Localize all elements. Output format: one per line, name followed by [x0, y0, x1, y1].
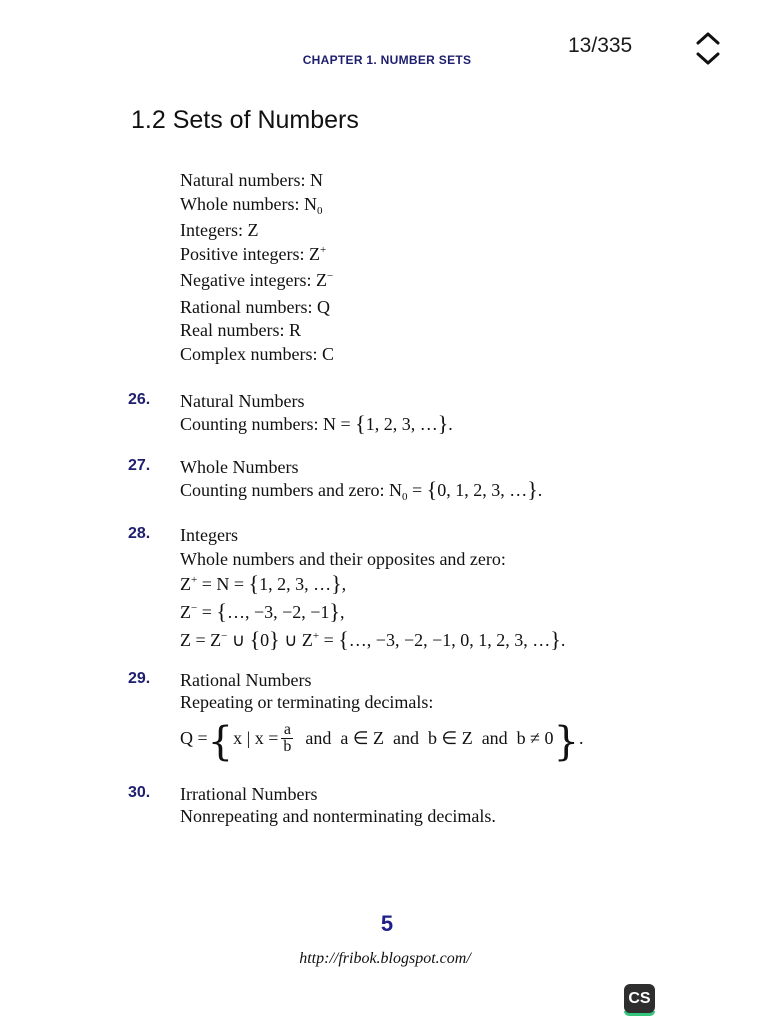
item-rational-numbers [180, 669, 584, 763]
equation-negative-integers: Z− = {…, −3, −2, −1}, [180, 599, 345, 624]
notation-item: Rational numbers: Q [180, 296, 330, 317]
item-title: Irrational Numbers [180, 784, 318, 804]
page-counter: 13/335 [568, 34, 633, 57]
notation-item: Real numbers: R [180, 320, 301, 340]
item-number: 26. [128, 391, 151, 408]
item-number: 29. [128, 670, 151, 687]
equation-positive-integers: Z+ = N = {1, 2, 3, …}, [180, 571, 347, 596]
notation-item: Complex numbers: C [180, 343, 334, 364]
camscanner-badge[interactable]: CS [624, 984, 655, 1013]
page-number: 5 [380, 911, 394, 936]
section-title: 1.2 Sets of Numbers [131, 106, 359, 134]
equation-integers: Z = Z− ∪ {0} ∪ Z+ = {…, −3, −2, −1, 0, 1, 2, 3, …}. [180, 627, 566, 652]
fraction: $\frac{a}{b}$ [283, 720, 292, 755]
notation-item: Natural numbers: N [180, 170, 323, 190]
equation-rational: Q = { x | x = $\frac{a}{b}$ and a ∈ Z and b ∈ Z and b ≠ 0 } . [180, 719, 584, 765]
item-number: 30. [128, 784, 151, 801]
item-integers [180, 523, 565, 655]
footer-url[interactable]: http://fribok.blogspot.com/ [299, 950, 471, 967]
item-irrational-numbers [180, 783, 496, 827]
item-number: 27. [128, 457, 151, 474]
item-desc: Repeating or terminating decimals: [180, 692, 434, 712]
item-title: Natural Numbers [180, 391, 305, 411]
item-line: Counting numbers and zero: $N_0 = \{0$, 1, 2, 3, …}. [180, 477, 543, 503]
notation-item: Whole numbers: $N_0$ [180, 193, 323, 217]
item-desc: Nonrepeating and nonterminating decimals. [180, 806, 496, 826]
chevron-up-icon[interactable] [698, 34, 718, 43]
item-line: Counting numbers: N = {1, 2, 3, …}. [180, 411, 453, 436]
notation-item: Negative integers: Z− [180, 270, 334, 290]
item-title: Integers [180, 525, 238, 545]
item-title: Rational Numbers [180, 670, 312, 690]
item-whole-numbers [180, 456, 542, 504]
item-natural-numbers [180, 390, 453, 435]
chapter-header: CHAPTER 1. NUMBER SETS [302, 53, 472, 67]
notation-item: Positive integers: Z+ [180, 243, 327, 264]
notation-item: Integers: Z [180, 220, 259, 240]
item-title: Whole Numbers [180, 457, 299, 477]
item-number: 28. [128, 525, 151, 542]
item-desc: Whole numbers and their opposites and zero: [180, 549, 506, 569]
notation-list [180, 169, 334, 366]
